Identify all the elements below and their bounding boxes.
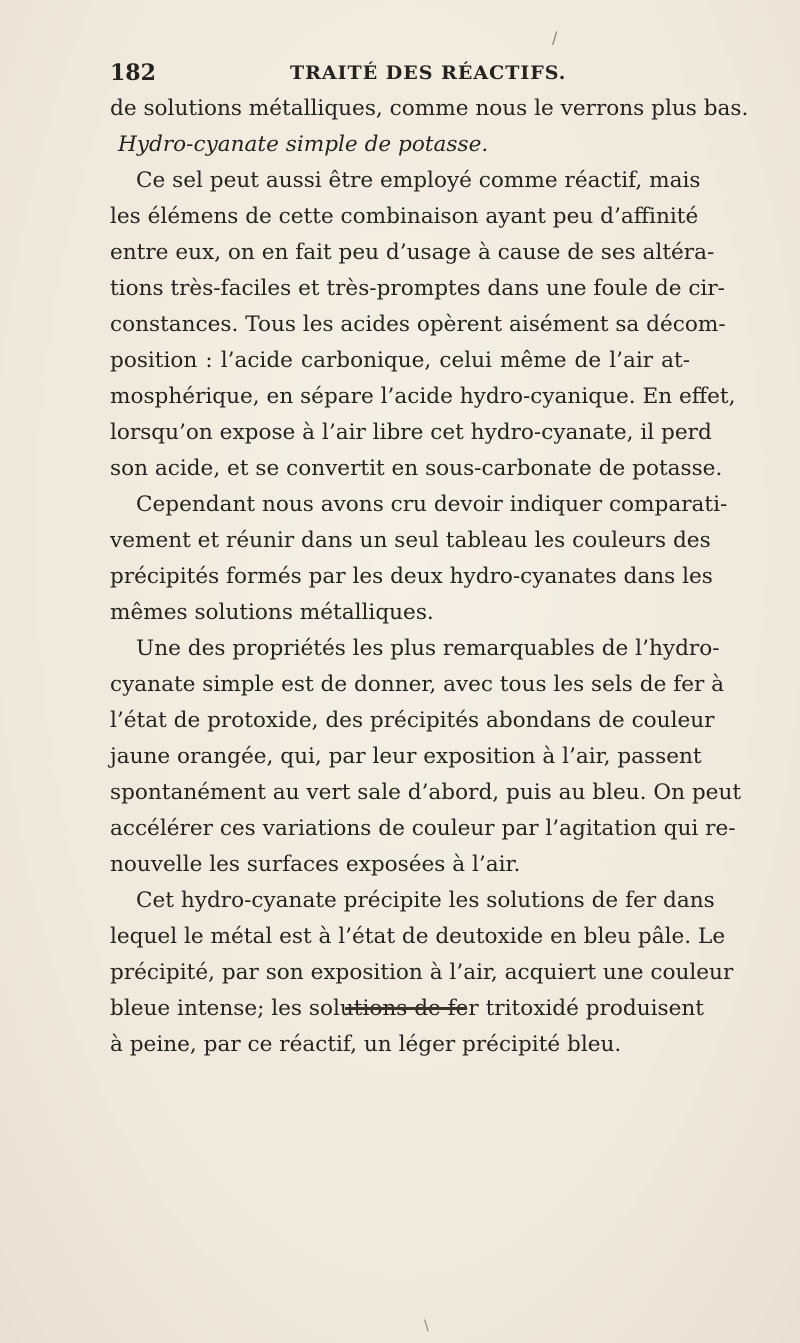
text-line: les élémens de cette combinaison ayant peu d’affinité — [110, 204, 699, 229]
stray-mark-top: / — [552, 28, 558, 47]
body-text — [110, 91, 749, 1063]
text-line: Ce sel peut aussi être employé comme réactif, mais — [136, 168, 701, 193]
text-line: position : l’acide carbonique, celui même de l’air at- — [110, 348, 690, 373]
text-line: mêmes solutions métalliques. — [110, 600, 434, 625]
text-line: son acide, et se convertit en sous-carbonate de potasse. — [110, 456, 723, 481]
text-line: constances. Tous les acides opèrent aisément sa décom- — [110, 312, 726, 337]
end-of-section-rule — [345, 1007, 467, 1010]
text-line: Cependant nous avons cru devoir indiquer comparati- — [136, 492, 728, 517]
text-line: précipités formés par les deux hydro-cyanates dans les — [110, 564, 713, 589]
text-line: tions très-faciles et très-promptes dans une foule de cir- — [110, 276, 725, 301]
text-line: lequel le métal est à l’état de deutoxide en bleu pâle. Le — [110, 924, 726, 949]
text-line: spontanément au vert sale d’abord, puis au bleu. On peut — [110, 780, 742, 805]
text-line: cyanate simple est de donner, avec tous les sels de fer à — [110, 672, 725, 697]
text-line: l’état de protoxide, des précipités abondans de couleur — [110, 708, 715, 733]
text-line: Une des propriétés les plus remarquables de l’hydro- — [136, 636, 720, 661]
page-header — [110, 60, 670, 90]
text-line: vement et réunir dans un seul tableau les couleurs des — [110, 528, 711, 553]
page-number: 182 — [110, 60, 156, 86]
text-line: de solutions métalliques, comme nous le verrons plus bas. — [110, 96, 749, 121]
text-line: jaune orangée, qui, par leur exposition à l’air, passent — [110, 744, 702, 769]
text-line: à peine, par ce réactif, un léger précipité bleu. — [110, 1032, 622, 1057]
text-line: entre eux, on en fait peu d’usage à cause de ses altéra- — [110, 240, 715, 265]
running-title: TRAITÉ DES RÉACTIFS. — [290, 62, 567, 84]
stray-mark-bottom: \ — [424, 1318, 429, 1334]
text-line: Cet hydro-cyanate précipite les solutions de fer dans — [136, 888, 715, 913]
text-line: nouvelle les surfaces exposées à l’air. — [110, 852, 521, 877]
text-line: mosphérique, en sépare l’acide hydro-cyanique. En effet, — [110, 384, 736, 409]
text-line: lorsqu’on expose à l’air libre cet hydro-cyanate, il perd — [110, 420, 712, 445]
text-line: précipité, par son exposition à l’air, acquiert une couleur — [110, 960, 734, 985]
text-line: bleue intense; les solutions de fer tritoxidé produisent — [110, 996, 704, 1021]
section-heading: Hydro-cyanate simple de potasse. — [118, 132, 489, 157]
text-line: accélérer ces variations de couleur par l’agitation qui re- — [110, 816, 736, 841]
